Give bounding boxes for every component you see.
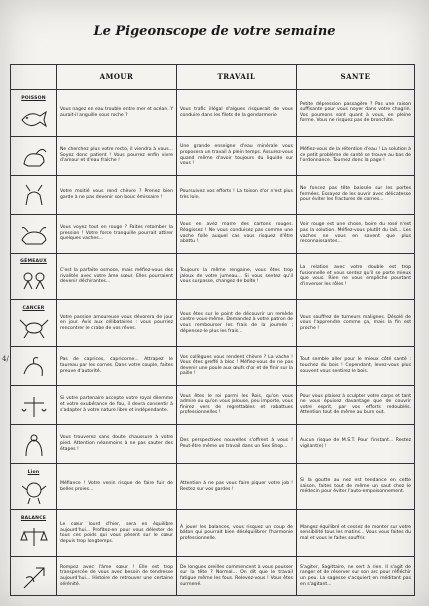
amour-cell: Rompez avec l'âme sœur ! Elle est trop transpercée de vous avec besoin de tendresse aujourd'hui... Histoire de retrouver une certaine sérénité. — [57, 556, 177, 595]
amour-cell: C'est la parfaite osmose, mais méfiez-vous des rivalités avec votre âme sœur. Elles pourraient devenir déchirantes... — [57, 253, 177, 300]
table-row — [11, 463, 415, 510]
amour-cell: Vous nagez en eau trouble entre mer et océan. Y aurait-il anguille sous roche ? — [57, 90, 177, 137]
amour-cell: Votre passion amoureuse vous dévorera de jour en jour. Avis aux célibataires : vous pourriez rencontrer le crabe de vos rêves. — [57, 300, 177, 347]
travail-cell: Poursuivez vos efforts ! La toison d'or n'est plus très loin. — [177, 175, 297, 214]
table-row — [11, 136, 415, 175]
travail-cell: Vous êtes le roi parmi les Rois, qu'on vous admire ou qu'on vous jalouse, peu importe, vous finirez vers de regrettables et rabattues professionnelles ! — [177, 385, 297, 424]
goat-pigeon-icon — [16, 181, 52, 209]
table-row — [11, 253, 415, 300]
sign-cell — [11, 90, 57, 137]
sign-cell — [11, 385, 57, 424]
sign-cell — [11, 424, 57, 463]
travail-cell: Des perspectives nouvelles s'offrent à vous ! Peut-être même un travail dans un Sex Shop... — [177, 424, 297, 463]
column-header-amour: AMOUR — [57, 65, 177, 90]
table-row — [11, 346, 415, 385]
amour-cell: Vous trouverez sans doute chaussure à votre pied. Attention néanmoins à ne pas sauter des étapes ! — [57, 424, 177, 463]
table-row — [11, 556, 415, 595]
sign-cell — [11, 175, 57, 214]
amour-cell: Pas de caprices, capricorne... Attrapez le taureau par les cornes. Dans votre couple, faites preuve d'autorité. — [57, 346, 177, 385]
travail-cell: De longues oreilles commencent à vous pousser sur la tête ? Normal... On dit que le travail fatigue même les fous. Relevez-vous ! Vous êtes surmené. — [177, 556, 297, 595]
travail-cell: Vous êtes sur le point de découvrir un remède contre vous-même. Demandez à votre patron de vous rembourser les frais de la journée ; dépensez-le plus les frais... — [177, 300, 297, 347]
amour-cell: Si votre partenaire accepte votre royal dilemme et votre exubérance de fou, il devra consentir à s'adapter à votre nature libre et indépendante. — [57, 385, 177, 424]
amour-cell: Vous voyez tout en rouge ? Faites retomber la pression ! Votre force tranquille pourrait attirer quelques vaches... — [57, 214, 177, 253]
sign-cell — [11, 300, 57, 347]
sign-cell — [11, 253, 57, 300]
sante-cell: Pour vous plaisez à sculpter votre corps et tant ne vous épuisez davantage que de couvrir votre esprit, par vos efforts redoublés. Attention tout de même au burn out. — [297, 385, 415, 424]
sign-cell — [11, 214, 57, 253]
travail-cell: Vous trafic illégal d'algues risquerait de vous conduire dans les filets de la gendarmerie — [177, 90, 297, 137]
amour-cell: Votre moitié vous rend chèvre ? Prenez bien garde à ne pas devenir son bouc émissaire ! — [57, 175, 177, 214]
scales-pigeon-icon — [16, 391, 52, 419]
twins-pigeon-icon — [16, 265, 52, 293]
horoscope-table — [10, 64, 415, 596]
sante-cell: S'agiter, Sagittaire, ne sert à rien. Il s'agit de ranger et de réserver sur son arc pour réfléchir un peu. La sagesse s'acquiert en méditant pas en s'agitant... — [297, 556, 415, 595]
sign-cell — [11, 510, 57, 557]
header-row — [11, 65, 415, 90]
table-row — [11, 214, 415, 253]
travail-cell: Vos collègues vous rendent chèvre ? La vache ! Vous êtes greffé à bloc ! Méfiez-vous de ne pas devenir une poule aux œufs d'or et de finir sur la paille ! — [177, 346, 297, 385]
sante-cell: Ne foncez pas tête baissée sur les portes fermées. Essayez de les ouvrir avec délicatesse pour éviter les fractures de cornes... — [297, 175, 415, 214]
sign-name: GÉMEAUX — [20, 259, 47, 265]
amour-cell: Le cœur lourd d'hier, sera en équilibre aujourd'hui... Profitez-en pour vous délester de tous ces poids qui vous pèsent sur le cœur depuis trop longtemps. — [57, 510, 177, 557]
sante-cell: Petite dépression passagère ? Pas une raison suffisante pour vous noyer dans votre chagrin. Vos poumons sont quant à vous, en pleine forme. Vous ne risquez pas de bronchite. — [297, 90, 415, 137]
crab-pigeon-icon — [16, 312, 52, 340]
sante-cell: Vous souffrez de tumeurs malignes. Désolé de vous l'apprendre comme ça, mais la fin est proche ! — [297, 300, 415, 347]
sign-cell — [11, 463, 57, 510]
fish-pigeon-icon — [16, 102, 52, 130]
travail-cell: Toujours la même rengaine, vous êtes trop jaloux de votre jumeau... Si vous sentez qu'il vous surpasse, changez de boîte ! — [177, 253, 297, 300]
travail-cell: À jouer les balances, vous risquez un coup de bâton qui pourrait bien déséquilibrer l'harmonie professionnelle. — [177, 510, 297, 557]
header-corner — [11, 65, 57, 90]
sign-name: POISSON — [21, 95, 46, 101]
sante-cell: Si la goutte au nez est tendance en cette saison, faites tout de même un saut chez le médecin pour éviter l'auto-empoisonnement. — [297, 463, 415, 510]
sagittarius-pigeon-icon — [16, 562, 52, 590]
bull-pigeon-icon — [16, 220, 52, 248]
ram-pigeon-icon — [16, 142, 52, 170]
virgo-pigeon-icon — [16, 430, 52, 458]
amour-cell: Ne cherchez plus votre recto, il viendra à vous... Soyez donc patient ! Vous pourrez enfin vivre d'amour et d'eau fraîche ! — [57, 136, 177, 175]
margin-handwriting: 4/ — [2, 355, 9, 363]
travail-cell: Une grande enseigne d'eau minérale vous proposera un travail à plein temps. Assurez-vous quand même d'avoir toujours du liquide sur vous ! — [177, 136, 297, 175]
travail-cell: Vous en avez marre des cartons rouges. Réagissez ! Ne vous conduisez pas comme une vache folle auquel cas vous risquez d'être abattu ! — [177, 214, 297, 253]
sign-cell — [11, 346, 57, 385]
page-title: Le Pigeonscope de votre semaine — [93, 24, 336, 39]
table-row — [11, 510, 415, 557]
table-row — [11, 300, 415, 347]
balance-pigeon-icon — [16, 522, 52, 550]
sante-cell: Voir rouge est une chose, boire du rosé n'est pas la solution. Méfiez-vous plutôt du lait... Les vaches ne vous en savent que plus reconnaissantes... — [297, 214, 415, 253]
table-row — [11, 90, 415, 137]
sign-cell — [11, 136, 57, 175]
sante-cell: Aucun risque de M.S.T. Pour l'instant... Restez vigilant(e) ! — [297, 424, 415, 463]
sign-cell — [11, 556, 57, 595]
table-row — [11, 424, 415, 463]
amour-cell: Méfiance ! Votre venin risque de faire fuir de belles proies... — [57, 463, 177, 510]
table-row — [11, 385, 415, 424]
sante-cell: Tout semble aller pour le mieux côté santé : touchez du bois ! Cependant, levez-vous plus souvent vous sentirez le bois. — [297, 346, 415, 385]
lion-pigeon-icon — [16, 476, 52, 504]
sante-cell: Méfiez-vous de la rétention d'eau ! La solution à ce petit problème de santé se trouve au bas de l'ordonnance. Tournez donc la page ! — [297, 136, 415, 175]
capricorn-pigeon-icon — [16, 352, 52, 380]
column-header-travail: TRAVAIL — [177, 65, 297, 90]
sign-name: CANCER — [22, 305, 45, 311]
column-header-sante: SANTE — [297, 65, 415, 90]
sante-cell: Mangez équilibré et cessez de monter sur votre sensibilité tous les matins... Vous vous faites du mal et vous le faites souffrir. — [297, 510, 415, 557]
sign-name: Lion — [27, 469, 40, 475]
table-row — [11, 175, 415, 214]
travail-cell: Attention à ne pas vous faire piquer votre job ! Restez sur vos gardes ! — [177, 463, 297, 510]
sante-cell: La relation avec votre double est trop fusionnelle et vous sentez qu'il se porte mieux que vous. Rien ne vous empêche pourtant d'inverser les rôles ! — [297, 253, 415, 300]
sign-name: BALANCE — [20, 516, 47, 522]
